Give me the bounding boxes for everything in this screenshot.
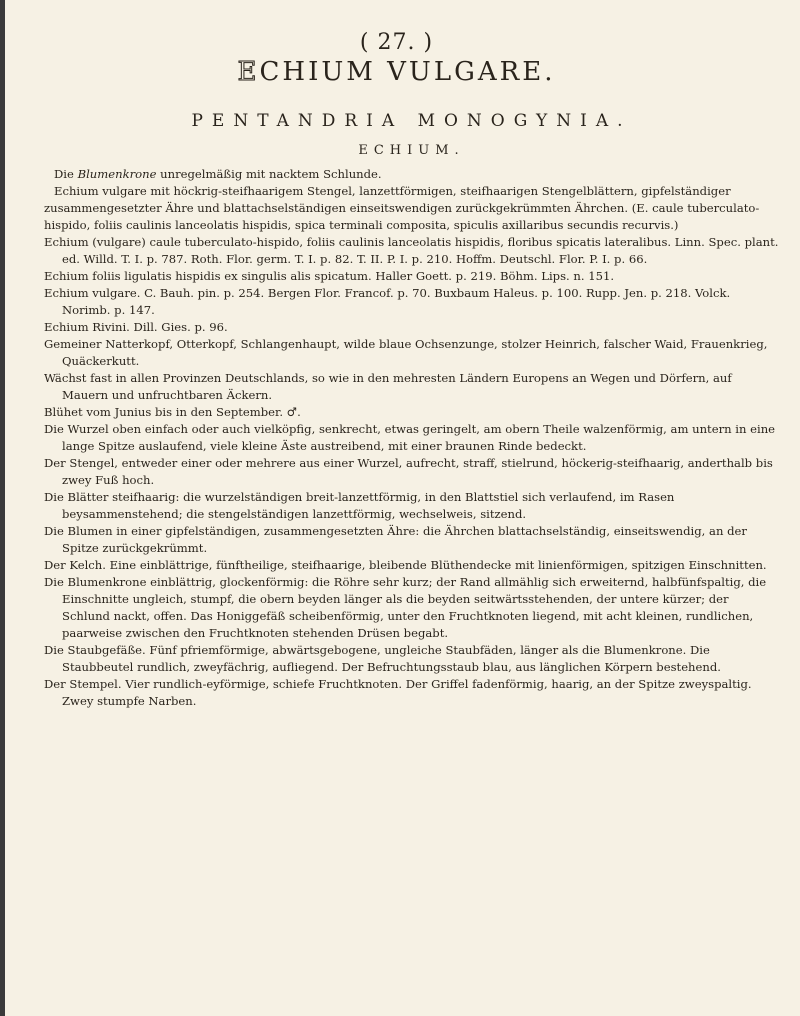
leaves-description: Die Blätter steifhaarig: die wurzelständigen breit-lanzettförmig, in den Blattstiel sich verlaufend, im Rasen beysammenstehend; die stengelständigen lanzettförmig, wechselweis, sitzend. bbox=[44, 490, 675, 521]
pistil-description: Der Stempel. Vier rundlich-eyförmige, schiefe Fruchtknoten. Der Griffel fadenförmig, haarig, an der Spitze zweyspaltig. Zwey stumpfe Narben. bbox=[44, 677, 752, 708]
synonym-bauhin: Echium vulgare. C. Bauh. pin. p. 254. Bergen Flor. Francof. p. 70. Buxbaum Haleus. p. 100. Rupp. Jen. p. 218. Volck. Norimb. p. 147. bbox=[44, 286, 731, 317]
habitat: Wächst fast in allen Provinzen Deutschlands, so wie in den mehresten Ländern Europens an Wegen und Dörfern, auf Mauern und unfruchtbaren Äckern. bbox=[44, 371, 732, 402]
flowering-time: Blühet vom Junius bis in den September. ♂. bbox=[44, 405, 301, 419]
synonym-rivini: Echium Rivini. Dill. Gies. p. 96. bbox=[44, 320, 228, 334]
calyx-description: Der Kelch. Eine einblättrige, fünftheilige, steifhaarige, bleibende Blüthendecke mit linienförmigen, spitzigen Einschnitten. bbox=[44, 558, 767, 572]
flowers-description: Die Blumen in einer gipfelständigen, zusammengesetzten Ähre: die Ährchen blattachselständig, einseitswendig, an der Spitze zurückgekrümmt. bbox=[44, 524, 747, 555]
linnaean-class: PENTANDRIA MONOGYNIA. bbox=[191, 111, 632, 131]
document-page bbox=[44, 30, 779, 710]
genus-heading: ECHIUM. bbox=[358, 143, 465, 158]
title-rest: CHIUM VULGARE. bbox=[259, 57, 556, 87]
synonym-linnaeus: Echium (vulgare) caule tuberculato-hispido, foliis caulinis lanceolatis hispidis, floribus spicatis lateralibus. Linn. Spec. plant. ed. Willd. T. I. p. 787. Roth. Flor. germ. T. I. p. 82. T. II. P. I. p. 210. Hoffm. Deutschl. Flor. P. I. p. 66. bbox=[44, 235, 779, 266]
species-diagnosis: Echium vulgare mit höckrig-steifhaarigem Stengel, lanzettförmigen, steifhaarigen Stengelblättern, gipfelständiger zusammengesetzter Ähre und blattachselständigen einseitswendigen zurückgekrümmten Ährchen. (E. caule tuberculato-hispido, foliis caulinis lanceolatis hispidis, spica terminali composita, spiculis axillaribus secundis recurvis.) bbox=[44, 184, 760, 232]
page-title bbox=[14, 57, 779, 87]
root-description: Die Wurzel oben einfach oder auch vielköpfig, senkrecht, etwas geringelt, am obern Theile walzenförmig, am untern in eine lange Spitze auslaufend, viele kleine Äste austreibend, mit einer braunen Rinde bedeckt. bbox=[44, 422, 776, 453]
genus-description: Die Blumenkrone unregelmäßig mit nacktem Schlunde. bbox=[54, 167, 382, 181]
stem-description: Der Stengel, entweder einer oder mehrere aus einer Wurzel, aufrecht, straff, stielrund, höckerig-steifhaarig, anderthalb bis zwey Fuß hoch. bbox=[44, 456, 773, 487]
corolla-description: Die Blumenkrone einblättrig, glockenförmig: die Röhre sehr kurz; der Rand allmählig sich erweiternd, halbfünfspaltig, die Einschnitte ungleich, stumpf, die obern beyden länger als die beyden seitwärtsstehenden, der untere kürzer; der Schlund nackt, offen. Das Honiggefäß scheibenförmig, unter den Fruchtknoten liegend, mit acht kleinen, rundlichen, paarweise zwischen den Fruchtknoten stehenden Drüsen begabt. bbox=[44, 575, 767, 640]
synonym-haller: Echium foliis ligulatis hispidis ex singulis alis spicatum. Haller Goett. p. 219. Böhm. Lips. n. 151. bbox=[44, 269, 615, 283]
page-edge bbox=[0, 0, 5, 1016]
common-names: Gemeiner Natterkopf, Otterkopf, Schlangenhaupt, wilde blaue Ochsenzunge, stolzer Heinrich, falscher Waid, Frauenkrieg, Quäckerkutt. bbox=[44, 337, 768, 368]
page-number: ( 27. ) bbox=[359, 30, 434, 55]
stamens-description: Die Staubgefäße. Fünf pfriemförmige, abwärtsgebogene, ungleiche Staubfäden, länger als die Blumenkrone. Die Staubbeutel rundlich, zweyfächrig, aufliegend. Der Befruchtungsstaub blau, aus länglichen Körpern bestehend. bbox=[44, 643, 721, 674]
title-initial: E bbox=[237, 57, 260, 87]
